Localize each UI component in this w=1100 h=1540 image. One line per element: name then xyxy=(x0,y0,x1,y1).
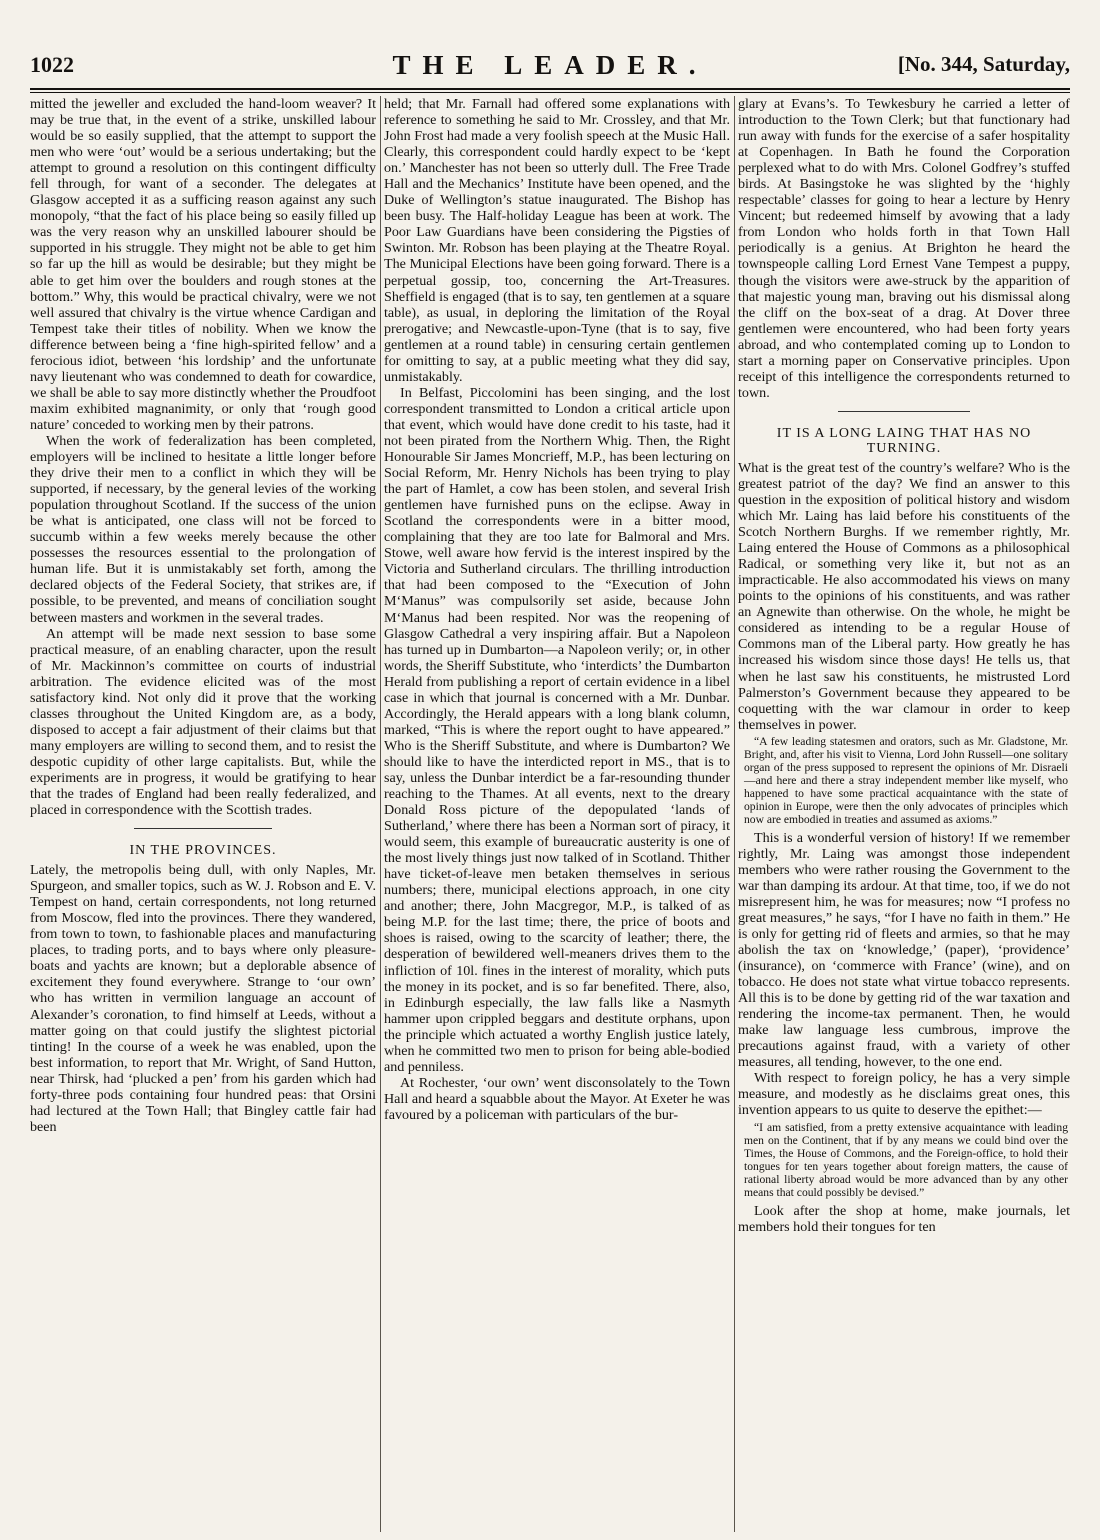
masthead-rule-thin xyxy=(30,92,1070,93)
section-heading: IT IS A LONG LAING THAT HAS NO TURNING. xyxy=(776,425,1032,456)
paragraph: Lately, the metropolis being dull, with only Naples, Mr. Spurgeon, and smaller topics, such as W. J. Robson and E. V. Tempest on hand, certain correspondents, not long returned from Moscow, fled into the provinces. There they wandered, from town to town, to fashionable places and manufacturing places, to trading ports, and to bays where only pleasure-boats and yachts are known; but a deplorable absence of excitement they found everywhere. Strange to ‘our own’ who has written in vermilion language an account of Alexander’s coronation, to find himself at Leeds, without a matter going on that could justify the slightest pictorial tinting! In the course of a week he was enabled, upon the best information, to report that Mr. Wright, of Sand Hutton, near Thirsk, had ‘plucked a pen’ from his garden which had forty-three pods containing four hundred peas: that Orsini had lectured at the Town Hall; that Bingley cattle fair had been xyxy=(30,862,376,1135)
column-divider xyxy=(380,96,381,1532)
paragraph: mitted the jeweller and excluded the hand-loom weaver? It may be true that, in the event of a strike, unskilled labour would be so easily supplied, that the attempt to support the men who were ‘out’ would be a serious undertaking; but the attempt to ground a resolution on this contingent difficulty fell through, for want of a seconder. The delegates at Glasgow accepted it as a sufficing reason against any such monopoly, “that the fact of his place being so easily filled up was the very reason why an unskilled labourer should be supported in his struggle. They might not be able to get him so far up the hill as would be desirable; but they might be able to get him over the boulders and rough stones at the bottom.” Why, this would be practical chivalry, were we not well assured that chivalry is the virtue whence Cardigan and Tempest take their titles of nobility. When we know the difference between being a ‘fine high-spirited fellow’ and a ferocious idiot, between ‘his lordship’ and the unfortunate navy lieutenant who was condemned to death for cowardice, we shall be able to say more distinctly whether the Proudfoot maxim exhibited magnanimity, or only that ‘rough good nature’ conceded to working men by their patrons. xyxy=(30,96,376,433)
paragraph: In Belfast, Piccolomini has been singing, and the lost correspondent transmitted to London a critical article upon that event, which would have done credit to his taste, had it not been pirated from the Northern Whig. Then, the Right Honourable Sir James Moncrieff, M.P., has been lecturing on Social Reform, Mr. Henry Nichols has been trying to play the part of Hamlet, a cow has been stolen, and several Irish gentlemen have furnished puns on the eclipse. Away in Scotland the correspondents were in a bitter mood, complaining that they are too late for Balmoral and Mrs. Stowe, well aware how fervid is the interest inspired by the Victoria and Sutherland circulars. The thrilling introduction that had been composed to the “Execution of John M‘Manus” was compulsorily set aside, because John M‘Manus had been respited. Nor was the reopening of Glasgow Cathedral a very inspiring affair. But a Napoleon has turned up in Dumbarton—a Napoleon verily; or, in other words, the Sheriff Substitute, who ‘interdicts’ the Dumbarton Herald from publishing a report of certain evidence in a libel case in which that journal is concerned with a Mr. Dunbar. Accordingly, the Herald appears with a long blank column, marked, “This is where the report ought to have appeared.” Who is the Sheriff Substitute, and where is Dumbarton? We should like to have the interdicted report in MS., that is to say, unless the Dunbar interdict be a far-resounding thunder reaching to the Thames. At all events, next to the dreary Donald Ross picture of the depopulated ‘lands of Sutherland,’ where there has been a Norman sort of piracy, it would seem, this example of bureaucratic austerity is one of the most lively things just now talked of in Scotland. Thither have ticket-of-leave men betaken themselves in serious numbers; there, municipal elections approach, in one city and another; there, John Macgregor, M.P., is talked of as being M.P. for the last time; there, the price of boots and shoes is raised, owing to the scarcity of leather; there, the desperation of bewildered well-meaners drives them to the infliction of 10l. fines in the interest of morality, which puts the money in its pocket, and is so far benefited. There, also, in Edinburgh especially, the law falls like a Nasmyth hammer upon crippled beggars and destitute orphans, upon the principle which actuated a worthy English justice lately, when he committed two men to prison for being able-bodied and penniless. xyxy=(384,384,730,1075)
paragraph: Look after the shop at home, make journals, let members hold their tongues for ten xyxy=(738,1202,1070,1235)
column-2 xyxy=(384,96,730,1532)
quotation xyxy=(744,1121,1068,1199)
column-divider xyxy=(734,96,735,1532)
column-3 xyxy=(738,96,1070,1532)
paragraph: An attempt will be made next session to base some practical measure, of an enabling character, upon the result of Mr. Mackinnon’s committee on courts of industrial arbitration. The evidence elicited was of the most satisfactory kind. Not only did it prove that the working classes throughout the United Kingdom are, as a body, disposed to accept a fair adjustment of their claims but that many employers are willing to second them, and to resist the despotic cupidity of other large capitalists. But, while the experiments are in progress, it would be gratifying to hear that the trades of England had been really federalized, and placed in correspondence with the Scottish trades. xyxy=(30,625,376,819)
issue-number: [No. 344, Saturday, xyxy=(897,52,1070,76)
column-1 xyxy=(30,96,376,1532)
newspaper-title: THE LEADER. xyxy=(392,50,708,80)
section-rule xyxy=(134,828,272,829)
paragraph: When the work of federalization has been completed, employers will be inclined to hesitate a little longer before they drive their men to a conflict in which they will be supported, if necessary, by the general levies of the working population throughout Scotland. If the success of the union be what is anticipated, one class will not be forced to succumb within a few weeks merely because the other possesses the resources essential to the prolongation of human life. But it is unmistakably set forth, among the declared objects of the Federal Society, that strikes are, if possible, to be prevented, and means of conciliation sought between masters and workmen in the several trades. xyxy=(30,432,376,626)
quote-text: “A few leading statesmen and orators, such as Mr. Gladstone, Mr. Bright, and, after his visit to Vienna, Lord John Russell—one solitary organ of the press supposed to represent the opinions of Mr. Disraeli—and here and there a stray independent member like myself, who happened to have some practical acquaintance with the state of opinion in Europe, were then the only advocates of principles which now are embodied in treaties and assumed as axioms.” xyxy=(744,734,1068,826)
section-rule xyxy=(838,411,971,412)
paragraph: held; that Mr. Farnall had offered some explanations with reference to something he said to Mr. Crossley, and that Mr. John Frost had made a very foolish speech at the Music Hall. Clearly, this correspondent could hardly expect to be ‘kept on.’ Manchester has not been so utterly dull. The Free Trade Hall and the Mechanics’ Institute have been opened, and the Duke of Wellington’s statue inaugurated. The Bishop has been busy. The Half-holiday League has been at work. The Poor Law Guardians have been considering the Pigsties of Swinton. Mr. Robson has been playing at the Theatre Royal. The Municipal Elections have been going forward. There is a perpetual gossip, too, concerning the Art-Treasures. Sheffield is engaged (that is to say, ten gentlemen at a square table), as usual, in deploring the limitation of the Royal prerogative; and Newcastle-upon-Tyne (that is to say, five gentlemen at a round table) in censuring certain gentlemen for omitting to say, at a public meeting what they did say, unmistakably. xyxy=(384,96,730,385)
paragraph: What is the great test of the country’s welfare? Who is the greatest patriot of the day? We find an answer to this question in the exposition of political history and wisdom which Mr. Laing has laid before his constituents of the Scotch Northern Burghs. If we remember rightly, Mr. Laing entered the House of Commons as a philosophical Radical, or something very like it, but not as an impracticable. He also accommodated his views on many points to the opinions of his constituents, and was rather an Agnewite than otherwise. On the whole, he might be considered as intending to be a regular House of Commons man of the Liberal party. How greatly he has increased his wisdom since those days! He tells us, that when he last saw his constituents, he mistrusted Lord Palmerston’s Government because they appeared to be coquetting with the war clamour in order to keep themselves in power. xyxy=(738,459,1070,733)
paragraph: With respect to foreign policy, he has a very simple measure, and modestly as he disclaims great ones, this invention appears to us quite to deserve the epithet:— xyxy=(738,1070,1070,1119)
section-heading: IN THE PROVINCES. xyxy=(129,843,277,859)
paragraph: At Rochester, ‘our own’ went disconsolately to the Town Hall and heard a squabble about the Mayor. At Exeter he was favoured by a policeman with particulars of the bur- xyxy=(384,1074,730,1123)
quote-text: “I am satisfied, from a pretty extensive acquaintance with leading men on the Continent, that if by any means we could bind over the Times, the House of Commons, and the Foreign-office, to hold their tongues for ten years together about foreign matters, the cause of rational liberty abroad would be more advanced than by any other means that could possibly be devised.” xyxy=(744,1120,1068,1199)
paragraph: glary at Evans’s. To Tewkesbury he carried a letter of introduction to the Town Clerk; but that functionary had run away with funds for the exercise of a safer hospitality at Copenhagen. In Bath he found the Corporation perplexed what to do with Mrs. Colonel Godfrey’s stuffed birds. At Basingstoke he was slighted by the ‘highly respectable’ classes for going to hear a lecture by Henry Vincent; but redeemed himself by avowing that a lady from London who holds forth in that Town Hall periodically is a genius. At Brighton he heard the townspeople calling Lord Ernest Vane Tempest a puppy, though the visitors were awe-struck by the apparition of that majestic young man, braving out his dismissal along the cliff on the box-seat of a drag. At Dover three gentlemen were encountered, who had been forty years abroad, and who contemplated coming up to London to start a morning paper on Conservative principles. Upon receipt of this intelligence the correspondents returned to town. xyxy=(738,96,1070,401)
masthead-rule xyxy=(30,88,1070,90)
page-number: 1022 xyxy=(30,52,74,77)
paragraph: This is a wonderful version of history! If we remember rightly, Mr. Laing was amongst those independent members who were rather rousing the Government to the war than damping its ardour. At that time, too, if we do not misrepresent him, he was for measures; now “I profess no great measures,” he says, “for I have no faith in them.” He is only for getting rid of fleets and armies, so that he may abolish the tax on ‘knowledge,’ (paper), ‘providence’ (insurance), on ‘commerce with France’ (wine), and on tobacco. He does not state what virtue tobacco represents. All this is to be done by getting rid of the war taxation and rendering the income-tax permanent. Then, he would make law language less cumbrous, improve the precautions against fraud, with a variety of other measures, all tending, however, to the one end. xyxy=(738,829,1070,1071)
masthead xyxy=(30,52,1070,86)
quotation xyxy=(744,735,1068,826)
